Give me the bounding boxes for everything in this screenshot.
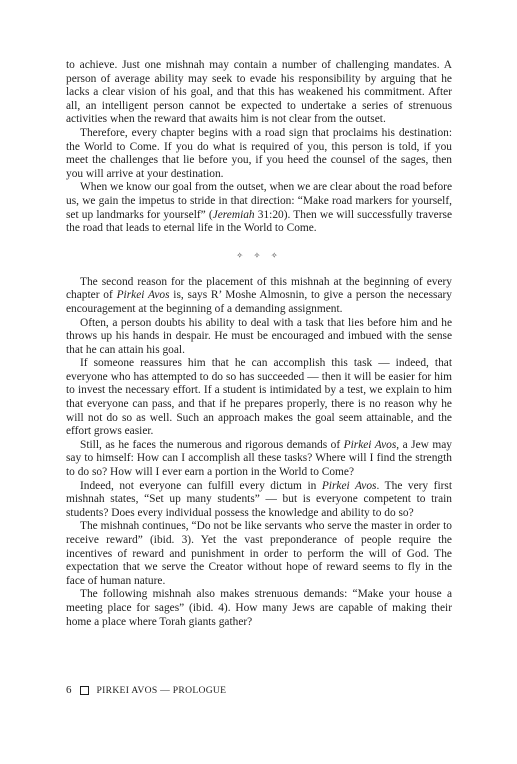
paragraph-6: If someone reassures him that he can accomplish this task — indeed, that everyone who has attempted to do so has succeeded — then it will be easier for him to invest the necessary effort. If a student is intimidated by a test, we explain to him that everyone can pass, and that if he prepares properly, there is no reason why he will not do so as well. Such an approach makes the goal seem attainable, and the effort grows easier. [66, 357, 452, 438]
paragraph-7 [66, 439, 452, 480]
paragraph-4-text-b: is, says R’ Moshe Almosnin, to give a person the necessary encouragement at the beginning of a demanding assignment. [66, 289, 452, 315]
paragraph-10: The following mishnah also makes strenuous demands: “Make your house a meeting place for sages” (ibid. 4). How many Jews are capable of making their home a place where Torah giants gather? [66, 588, 452, 628]
pirkei-avos-reference: Pirkei Avos [343, 438, 397, 451]
paragraph-3 [66, 181, 452, 235]
paragraph-1: to achieve. Just one mishnah may contain a number of challenging mandates. A person of average ability may seek to evade his responsibility by arguing that he lacks a clear vision of his goal, and that this has weakened his commitment. After all, an intelligent person cannot be expected to undertake a series of strenuous activities when the reward that awaits him is not clear from the outset. [66, 59, 452, 126]
page-footer [66, 684, 226, 696]
square-ornament-icon [80, 686, 89, 695]
paragraph-3-text-a: When we know our goal from the outset, when we are clear about the road before us, we gain the impetus to stride in that direction: “Make road markers for yourself, set up landmarks for yourself” ( [66, 181, 452, 221]
paragraph-4 [66, 276, 452, 317]
paragraph-7-text-b: , a Jew may say to himself: How can I accomplish all these tasks? Where will I find the strength to do so? How will I ever earn a portion in the World to Come? [66, 438, 452, 479]
paragraph-5: Often, a person doubts his ability to deal with a task that lies before him and he throws up his hands in despair. He must be encouraged and imbued with the sense that he can attain his goal. [66, 316, 452, 356]
paragraph-8-text-a: Indeed, not everyone can fulfill every dictum in [80, 479, 322, 492]
pirkei-avos-reference: Pirkei Avos [116, 289, 170, 302]
body-text [66, 59, 452, 629]
paragraph-7-text-a: Still, as he faces the numerous and rigorous demands of [80, 438, 344, 451]
paragraph-9: The mishnah continues, “Do not be like servants who serve the master in order to receive reward” (ibid. 3). Yet the vast preponderance of people require the incentives of reward and punishment in order to perform the will of God. The expectation that we serve the Creator without hope of reward seems to fly in the face of human nature. [66, 520, 452, 587]
running-title: PIRKEI AVOS — PROLOGUE [96, 684, 227, 696]
pirkei-avos-reference: Pirkei Avos [321, 479, 377, 492]
paragraph-3-text-b: 31:20). Then we will successfully traverse the road that leads to eternal life in the World to Come. [66, 208, 453, 235]
paragraph-8-text-b: . The very first mishnah states, “Set up many students” — but is everyone competent to train students? Does every individual possess the knowledge and ability to do so? [66, 479, 452, 519]
paragraph-4-text-a: The second reason for the placement of this mishnah at the beginning of every chapter of [66, 275, 452, 302]
page-number: 6 [66, 684, 72, 696]
section-divider-ornament: ✧ ✧ ✧ [236, 250, 282, 260]
paragraph-8 [66, 480, 452, 521]
paragraph-2: Therefore, every chapter begins with a road sign that proclaims his destination: the World to Come. If you do what is required of you, this person is told, if you meet the challenges that lie before you, if you heed the counsel of the sages, then you will arrive at your destination. [66, 126, 452, 180]
jeremiah-reference: Jeremiah [212, 208, 255, 221]
